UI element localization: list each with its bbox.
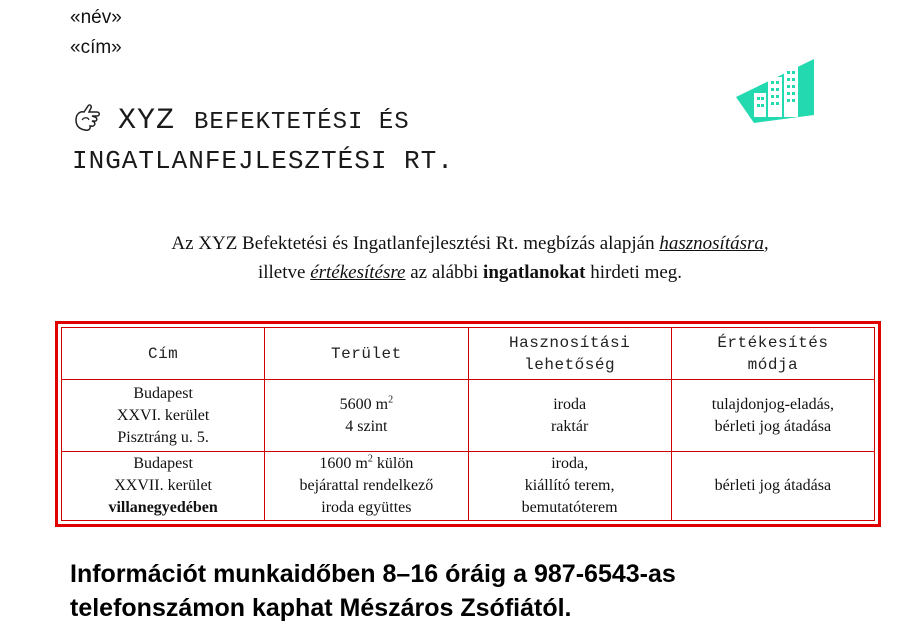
cell-sale: bérleti jog átadása bbox=[671, 452, 874, 521]
company-name-line2: INGATLANFEJLESZTÉSI RT. bbox=[72, 146, 454, 176]
merge-field-address: «cím» bbox=[70, 37, 122, 58]
merge-field-name: «név» bbox=[70, 7, 122, 28]
table-row bbox=[62, 452, 875, 521]
company-name-line1: XYZ BEFEKTETÉSI ÉS bbox=[118, 104, 410, 138]
cell-area: 1600 $m^2$ külön bejárattal rendelkező iroda együttes bbox=[265, 452, 468, 521]
header-address: Cím bbox=[62, 328, 265, 380]
cell-address: Budapest XXVII. kerület villanegyedében bbox=[62, 452, 265, 521]
cell-address: Budapest XXVI. kerület Pisztráng u. 5. bbox=[62, 380, 265, 452]
header-sale: Értékesítés módja bbox=[671, 328, 874, 380]
header-use: Hasznosítási lehetőség bbox=[468, 328, 671, 380]
table-row bbox=[62, 380, 875, 452]
cell-use: iroda raktár bbox=[468, 380, 671, 452]
cell-sale: tulajdonjog-eladás, bérleti jog átadása bbox=[671, 380, 874, 452]
cell-use: iroda, kiállító terem, bemutatóterem bbox=[468, 452, 671, 521]
header-area: Terület bbox=[265, 328, 468, 380]
contact-info: Információt munkaidőben 8–16 óráig a 987-6543-as telefonszámon kaphat Mészáros Zsófiától. bbox=[70, 560, 676, 622]
property-table bbox=[55, 321, 881, 527]
table-header-row bbox=[62, 328, 875, 380]
cell-area: 5600 $m^2$ 4 szint bbox=[265, 380, 468, 452]
building-logo-icon bbox=[734, 57, 814, 123]
intro-paragraph: Az XYZ Befektetési és Ingatlanfejlesztési Rt. megbízás alapján hasznosításra, illetve értékesítésre az alábbi ingatlanokat hirdeti meg. bbox=[171, 233, 769, 283]
